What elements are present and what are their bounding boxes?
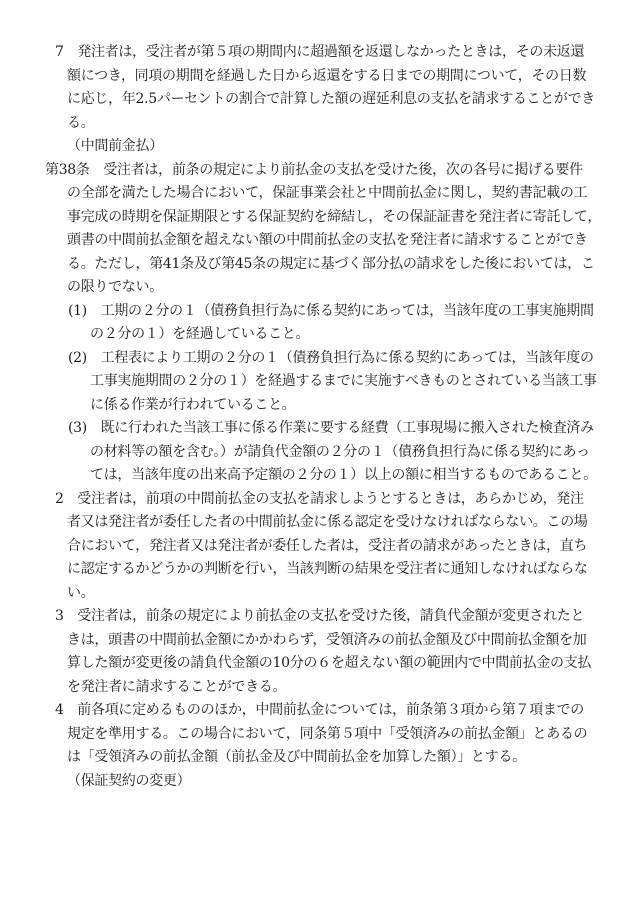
text-line: る。ただし，第41条及び第45条の規定に基づく部分払の請求をした後においては，こ — [67, 255, 595, 272]
text-line: に認定するかどうかの判断を行い，当該判断の結果を受注者に通知しなければならな — [67, 561, 588, 577]
text-line: の限りでない。 — [67, 279, 163, 295]
text-line: 規定を準用する。この場合において，同条第５項中「受領済みの前払金額」とあるの — [67, 725, 588, 742]
text-line: 2 受注者は，前項の中間前払金の支払を請求しようとするときは，あらかじめ，発注 — [55, 490, 584, 507]
paragraph-item-4 — [45, 699, 592, 770]
text-line: (3) 既に行われた当該工事に係る作業に要する経費（工事現場に搬入された検査済み — [68, 420, 594, 436]
text-line: 3 受注者は，前条の規定により前払金の支払を受けた後，請負代金額が変更されたと — [55, 608, 585, 624]
paragraph-subitem-1 — [45, 300, 592, 347]
text-line: ては，当該年度の出来高予定額の２分の１）以上の額に相当するものであること。 — [90, 467, 597, 483]
text-line: る。 — [67, 114, 95, 131]
text-line: (1) 工期の２分の１（債務負担行為に係る契約にあっては，当該年度の工事実施期間 — [68, 302, 594, 319]
text-line: の全部を満たした場合において，保証事業会社と中間前払金に関し，契約書記載の工 — [67, 185, 588, 201]
text-line: 7 発注者は，受注者が第５項の期間内に超過額を返還しなかったときは，その未返還 — [55, 44, 585, 60]
paragraph-heading-hoshou-keiyaku-henkou — [45, 770, 592, 794]
text-line: 工事実施期間の２分の１）を経過するまでに実施すべきものとされている当該工事 — [90, 373, 597, 389]
paragraph-item-3 — [45, 605, 592, 699]
text-line: 頭書の中間前払金額を超えない額の中間前払金の支払を発注者に請求することができ — [67, 232, 588, 248]
text-line: (2) 工程表により工期の２分の１（債務負担行為に係る契約にあっては，当該年度の — [68, 349, 594, 366]
text-line: に係る作業が行われていること。 — [90, 396, 296, 413]
text-line: に応じ，年2.5パーセントの割合で計算した額の遅延利息の支払を請求することができ — [67, 91, 595, 107]
paragraph-item-7 — [45, 41, 595, 135]
section-heading: （中間前金払） — [67, 138, 163, 154]
text-line: 額につき，同項の期間を経過した日から返還をする日までの期間について，その日数 — [67, 67, 587, 84]
section-heading: （保証契約の変更） — [67, 772, 191, 789]
text-line: 合において，発注者又は発注者が委任した者は，受注者の請求があったときは，直ち — [67, 537, 588, 554]
text-line: きは，頭書の中間前払金額にかかわらず，受領済みの前払金額及び中間前払金額を加 — [67, 631, 587, 648]
text-line: 第38条 受注者は，前条の規定により前払金の支払を受けた後，次の各号に掲げる要件 — [45, 161, 583, 178]
paragraph-heading-chukan-maekinbarai — [45, 135, 592, 159]
paragraph-subitem-2 — [45, 347, 597, 418]
text-line: は「受領済みの前払金額（前払金及び中間前払金を加算した額）」とする。 — [67, 749, 526, 765]
text-line: い。 — [67, 584, 95, 601]
paragraph-item-2 — [45, 488, 592, 606]
text-line: 事完成の時期を保証期限とする保証契約を締結し，その保証証書を発注者に寄託して， — [67, 208, 602, 225]
text-line: を発注者に請求することができる。 — [67, 678, 287, 695]
document-body — [45, 41, 602, 793]
text-line: の２分の１）を経過していること。 — [90, 326, 310, 342]
text-line: 者又は発注者が委任した者の中間前払金に係る認定を受けなければならない。この場 — [67, 514, 588, 530]
paragraph-article-38 — [45, 159, 602, 300]
text-line: の材料等の額を含む。）が請負代金額の２分の１（債務負担行為に係る契約にあっ — [90, 443, 590, 460]
text-line: 4 前各項に定めるもののほか，中間前払金については，前条第３項から第７項までの — [55, 702, 584, 718]
paragraph-subitem-3 — [45, 417, 597, 488]
text-line: 算した額が変更後の請負代金額の10分の６を超えない額の範囲内で中間前払金の支払 — [67, 655, 592, 671]
